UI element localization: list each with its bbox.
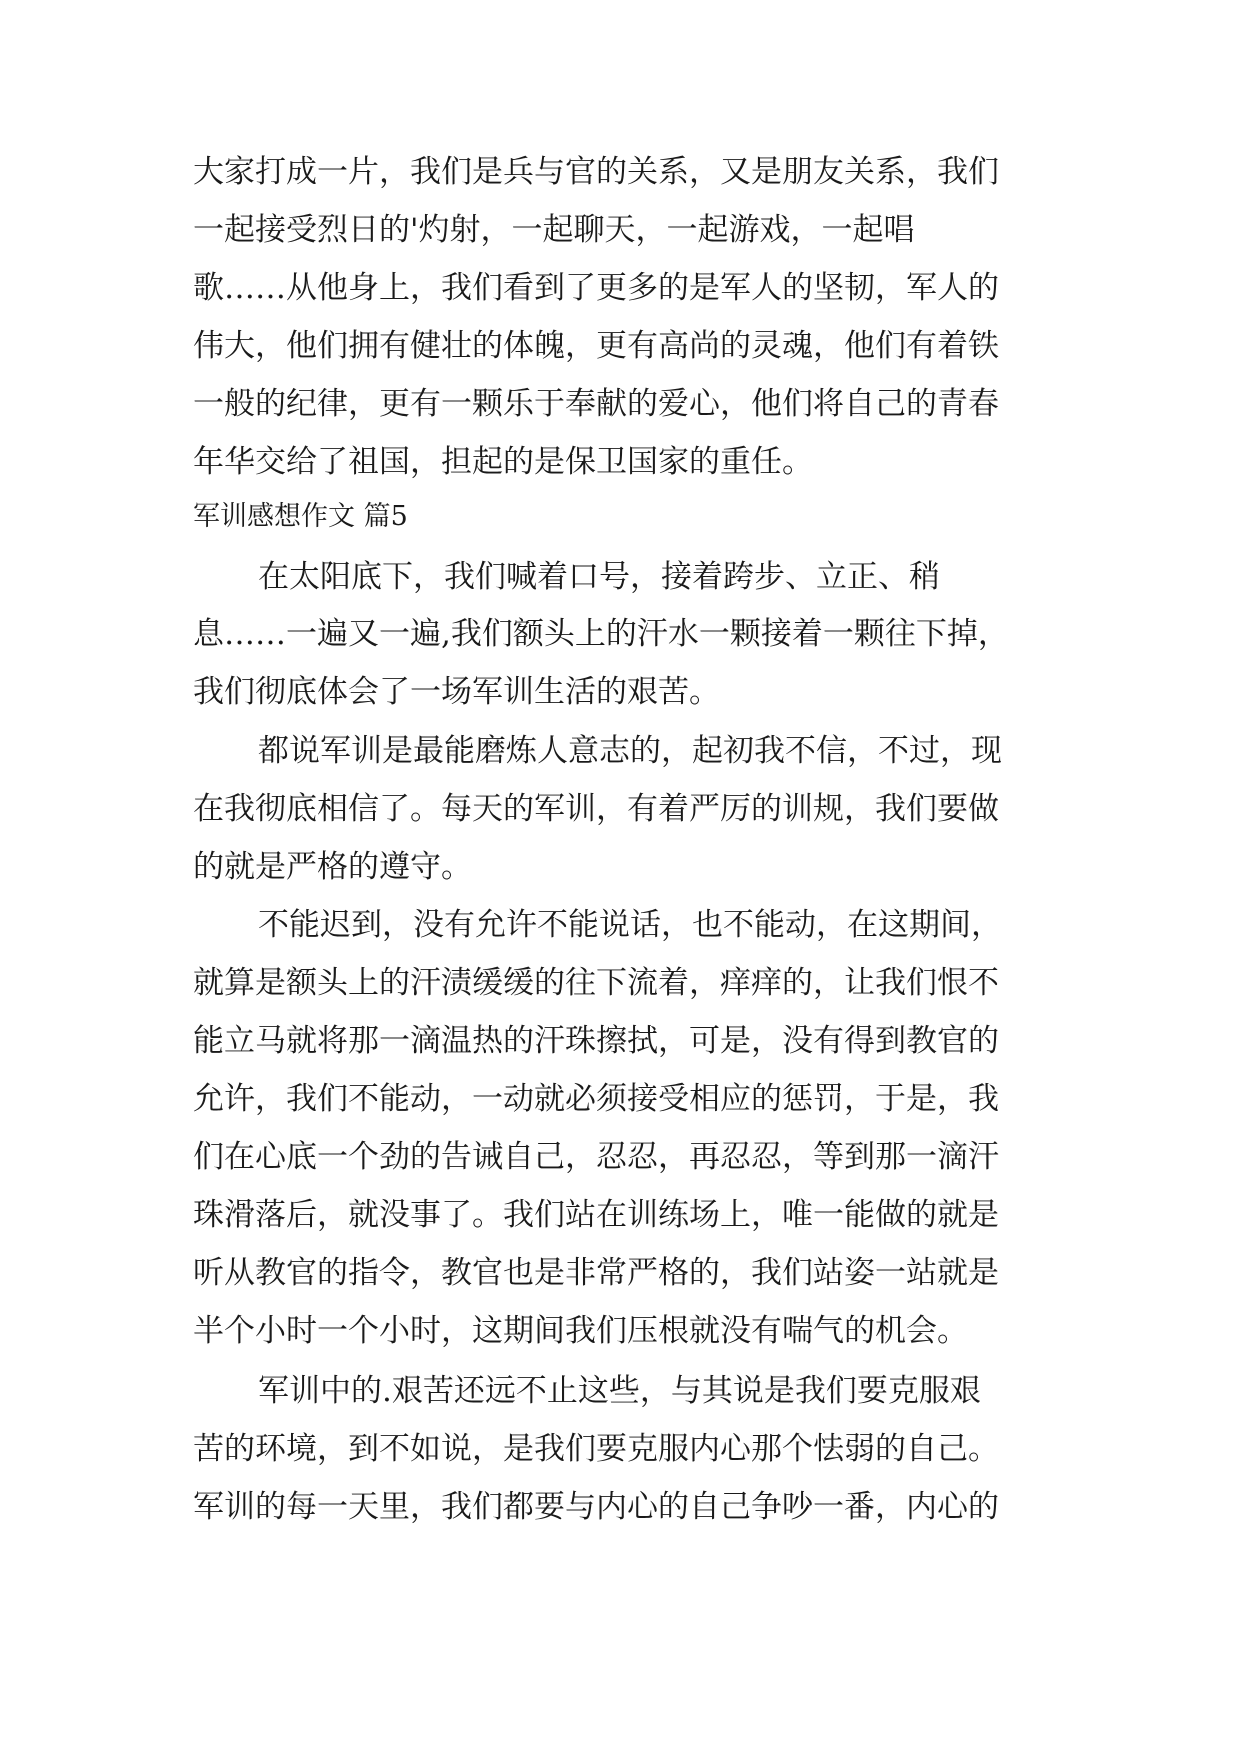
paragraph-line: 的就是严格的遵守。 [193,849,472,885]
paragraph-line: 不能迟到，没有允许不能说话，也不能动，在这期间， [258,907,1002,943]
paragraph-line: 都说军训是最能磨炼人意志的，起初我不信，不过，现 [258,733,1002,769]
paragraph-line: 一起接受烈日的'灼射，一起聊天，一起游戏，一起唱 [193,212,915,248]
paragraph-line: 大家打成一片，我们是兵与官的关系，又是朋友关系，我们 [193,154,999,190]
paragraph-line: 一般的纪律，更有一颗乐于奉献的爱心，他们将自己的青春 [193,386,999,422]
paragraph-line: 年华交给了祖国，担起的是保卫国家的重任。 [193,444,813,480]
paragraph-line: 允许，我们不能动，一动就必须接受相应的惩罚，于是，我 [193,1081,999,1117]
paragraph-line: 们在心底一个劲的告诫自己，忍忍，再忍忍，等到那一滴汗 [193,1139,999,1175]
paragraph-line: 军训的每一天里，我们都要与内心的自己争吵一番，内心的 [193,1489,999,1525]
paragraph-line: 我们彻底体会了一场军训生活的艰苦。 [193,674,720,710]
paragraph-line: 听从教官的指令，教官也是非常严格的，我们站姿一站就是 [193,1255,999,1291]
paragraph-line: 歌……从他身上，我们看到了更多的是军人的坚韧，军人的 [193,270,999,306]
paragraph-line: 军训中的.艰苦还远不止这些，与其说是我们要克服艰 [258,1373,981,1409]
paragraph-line: 息……一遍又一遍,我们额头上的汗水一颗接着一颗往下掉， [193,616,1009,652]
paragraph-line: 半个小时一个小时，这期间我们压根就没有喘气的机会。 [193,1313,968,1349]
paragraph-line: 伟大，他们拥有健壮的体魄，更有高尚的灵魂，他们有着铁 [193,328,999,364]
paragraph-line: 能立马就将那一滴温热的汗珠擦拭，可是，没有得到教官的 [193,1023,999,1059]
paragraph-line: 苦的环境，到不如说，是我们要克服内心那个怯弱的自己。 [193,1431,999,1467]
paragraph-line: 珠滑落后，就没事了。我们站在训练场上，唯一能做的就是 [193,1197,999,1233]
paragraph-line: 在太阳底下，我们喊着口号，接着跨步、立正、稍 [258,559,940,595]
paragraph-line: 就算是额头上的汗渍缓缓的往下流着，痒痒的，让我们恨不 [193,965,999,1001]
paragraph-line: 在我彻底相信了。每天的军训，有着严厉的训规，我们要做 [193,791,999,827]
section-title: 军训感想作文 篇5 [193,501,408,532]
